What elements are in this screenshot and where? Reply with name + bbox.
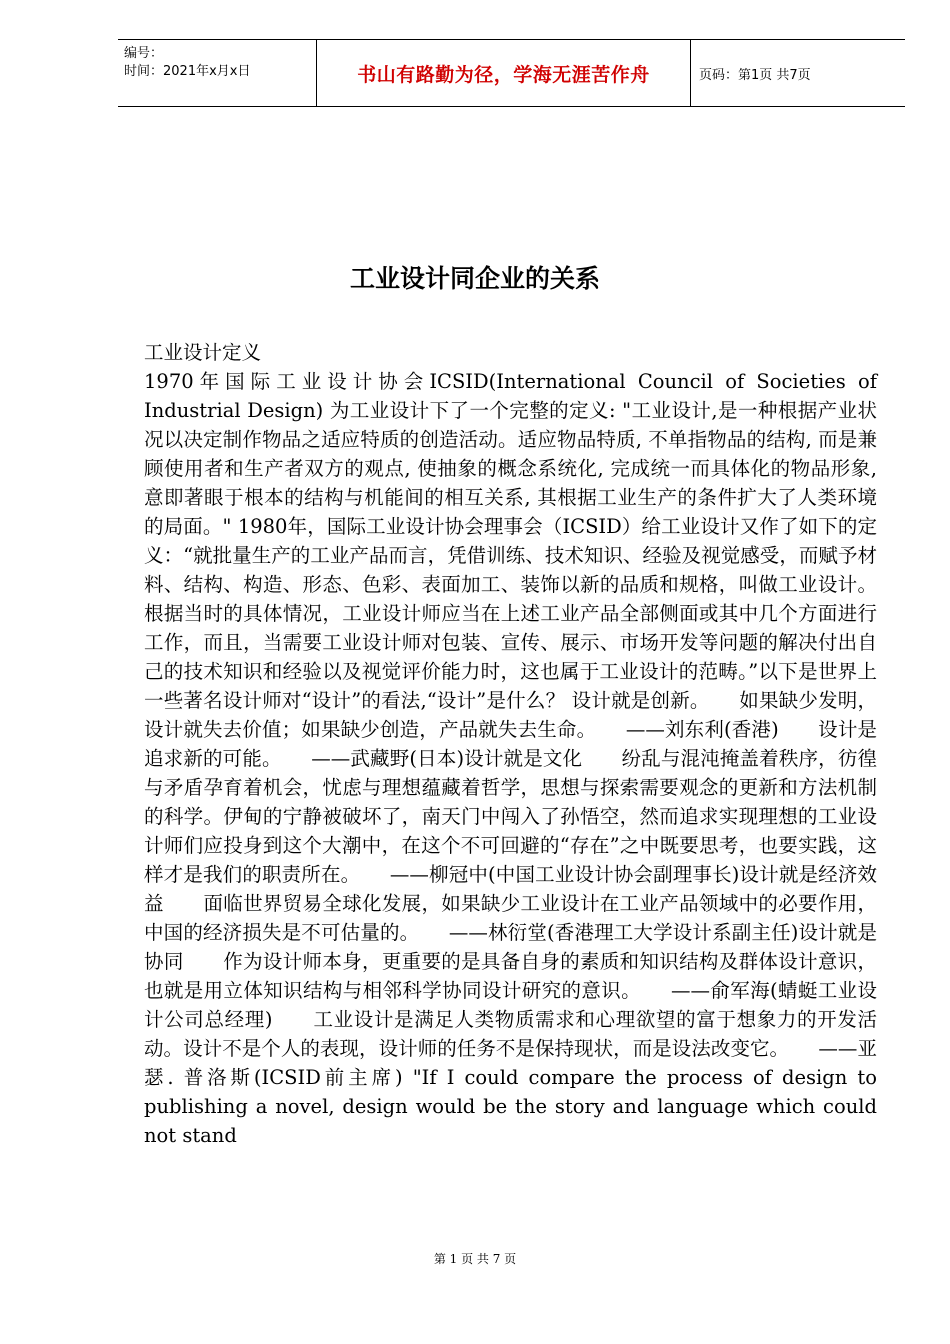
page-footer: 第 1 页 共 7 页 bbox=[433, 1252, 517, 1266]
header-motto: 书山有路勤为径，学海无涯苦作舟 bbox=[316, 40, 691, 106]
body-paragraph: 1970年国际工业设计协会ICSID(International Council of Societies of Industrial Design) 为工业设计下了一个完整的定义: "工业设计,是一种根据产业状况以决定制作物品之适应特质的创造活动。适应物品特质, 不单指物品的结构, 而是兼顾使用者和生产者双方的观点, 使抽象的概念系统化, 完成统一而具体化的物品形象, 意即著眼于根本的结构与机能间的相互关系, 其根据工业生产的条件扩大了人类环境的局面。" 1980年，国际工业设计协会理事会（ICSID）给工业设计又作了如下的定义：“就批量生产的工业产品而言，凭借训练、技术知识、经验及视觉感受，而赋予材料、结构、构造、形态、色彩、表面加工、装饰以新的品质和规格，叫做工业设计。根据当时的具体情况，工业设计师应当在上述工业产品全部侧面或其中几个方面进行工作，而且，当需要工业设计师对包装、宣传、展示、市场开发等问题的解决付出自己的技术知识和经验以及视觉评价能力时，这也属于工业设计的范畴。”以下是世界上一些著名设计师对“设计”的看法,“设计”是什么？ 设计就是创新。 如果缺少发明，设计就失去价值；如果缺少创造，产品就失去生命。 ——刘东利(香港) 设计是追求新的可能。 ——武藏野(日本)设计就是文化 纷乱与混沌掩盖着秩序，彷徨与矛盾孕育着机会，忧虑与理想蕴藏着哲学，思想与探索需要观念的更新和方法机制的科学。伊甸的宁静被破坏了，南天门中闯入了孙悟空，然而追求实现理想的工业设计师们应投身到这个大潮中，在这个不可回避的“存在”之中既要思考，也要实践，这样才是我们的职责所在。 ——柳冠中(中国工业设计协会副理事长)设计就是经济效益 面临世界贸易全球化发展，如果缺少工业设计在工业产品领域中的必要作用，中国的经济损失是不可估量的。 ——林衍堂(香港理工大学设计系副主任)设计就是协同 作为设计师本身，更重要的是具备自身的素质和知识结构及群体设计意识，也就是用立体知识结构与相邻科学协同设计研究的意识。 ——俞军海(蜻蜓工业设计公司总经理) 工业设计是满足人类物质需求和心理欲望的富于想象力的开发活动。设计不是个人的表现，设计师的任务不是保持现状，而是设法改变它。 ——亚瑟. 普洛斯(ICSID前主席) "If I could compare the process of design to publishing a novel, design would be the story and language which could not stand bbox=[144, 370, 877, 1147]
header-page-info: 页码：第1页 共7页 bbox=[699, 67, 811, 83]
header-meta bbox=[118, 40, 316, 106]
doc-number-label: 编号： bbox=[124, 46, 164, 61]
page-header bbox=[118, 39, 905, 107]
doc-time-label: 时间：2021年x月x日 bbox=[124, 64, 251, 79]
section-heading: 工业设计定义 bbox=[144, 341, 262, 364]
document-title: 工业设计同企业的关系 bbox=[349, 264, 600, 293]
document-body bbox=[144, 338, 877, 1150]
